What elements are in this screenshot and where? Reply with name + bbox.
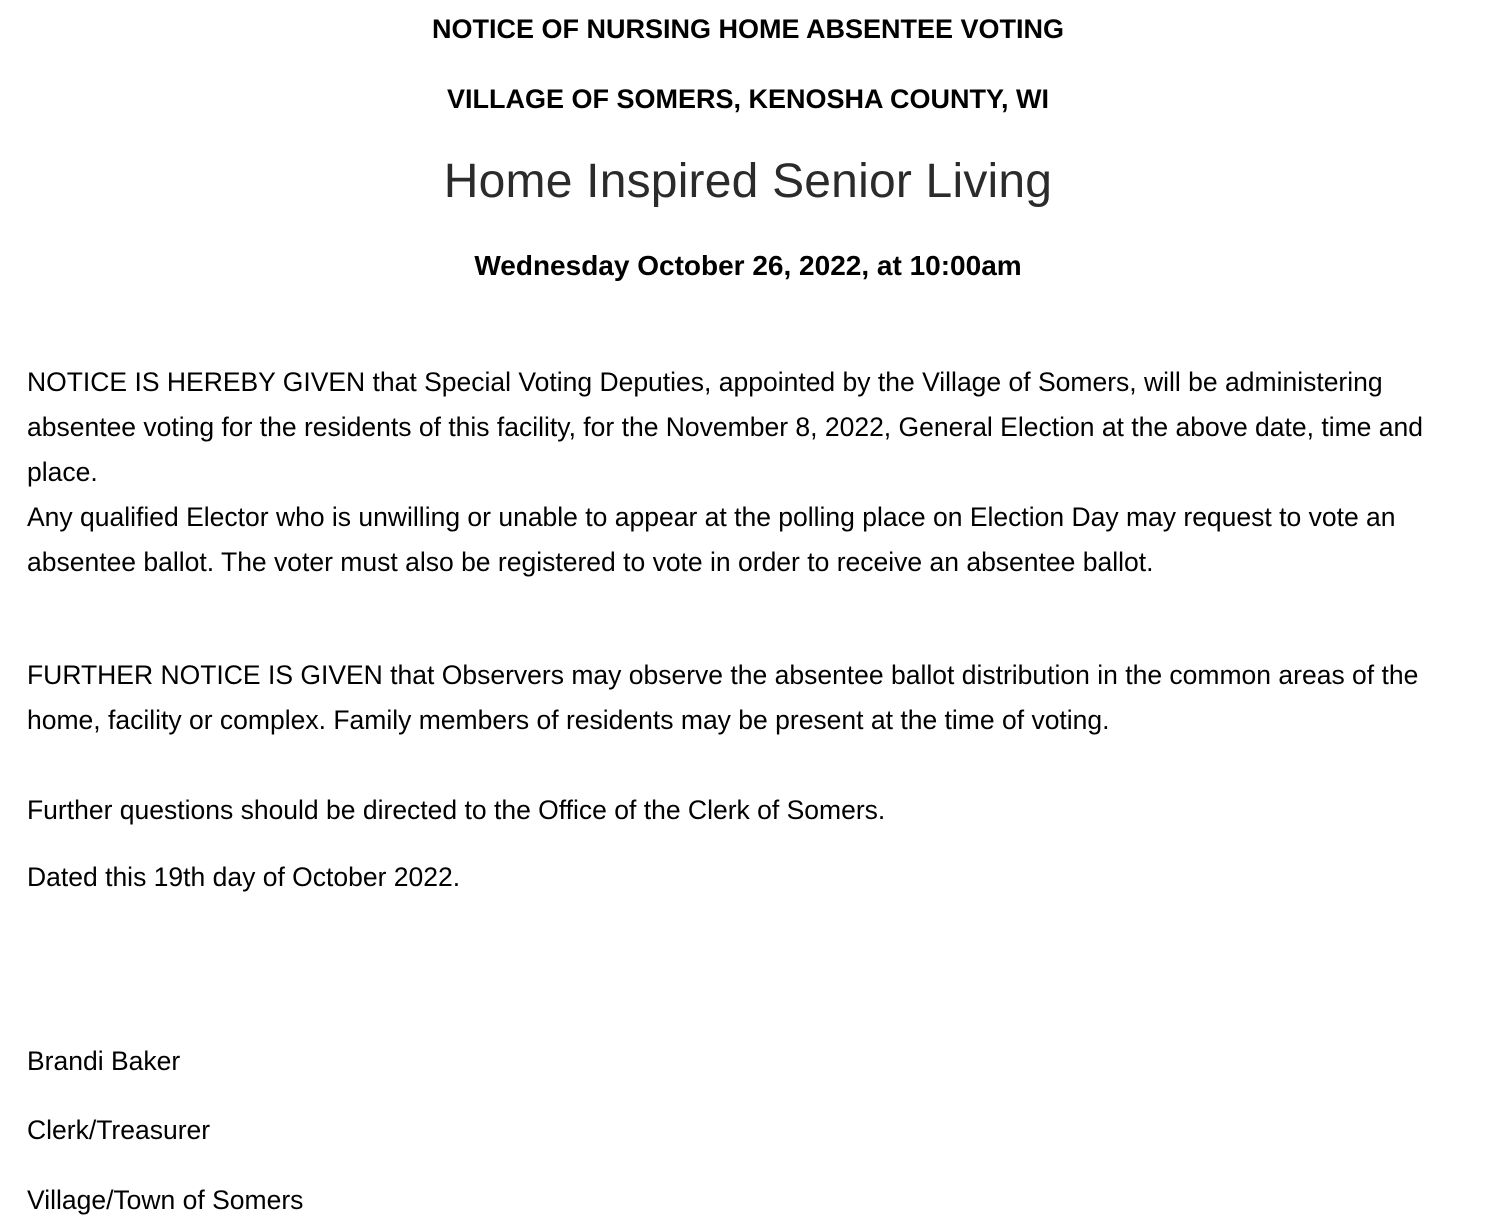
notice-paragraph-questions: Further questions should be directed to the Office of the Clerk of Somers. [27, 795, 886, 825]
facility-name: Home Inspired Senior Living [443, 155, 1053, 208]
notice-paragraph-elector: Any qualified Elector who is unwilling or unable to appear at the polling place on Election Day may request to vote an absentee ballot. The voter must also be registered to vote in order to receive an absentee ballot. [27, 502, 1396, 577]
signature-name: Brandi Baker [27, 1046, 181, 1076]
notice-paragraph-observers: FURTHER NOTICE IS GIVEN that Observers may observe the absentee ballot distribution in the common areas of the home, facility or complex. Family members of residents may be present at the time of voting. [27, 660, 1419, 735]
voting-date-time: Wednesday October 26, 2022, at 10:00am [474, 250, 1022, 281]
municipality-heading: VILLAGE OF SOMERS, KENOSHA COUNTY, WI [446, 84, 1050, 114]
notice-heading: NOTICE OF NURSING HOME ABSENTEE VOTING [431, 14, 1065, 44]
dated-line: Dated this 19th day of October 2022. [27, 862, 461, 892]
signature-title: Clerk/Treasurer [27, 1115, 211, 1145]
signature-organization: Village/Town of Somers [27, 1185, 304, 1215]
notice-paragraph-deputies: NOTICE IS HEREBY GIVEN that Special Voting Deputies, appointed by the Village of Somers, will be administering absentee voting for the residents of this facility, for the November 8, 2022, General Election at the above date, time and place. [27, 367, 1423, 487]
